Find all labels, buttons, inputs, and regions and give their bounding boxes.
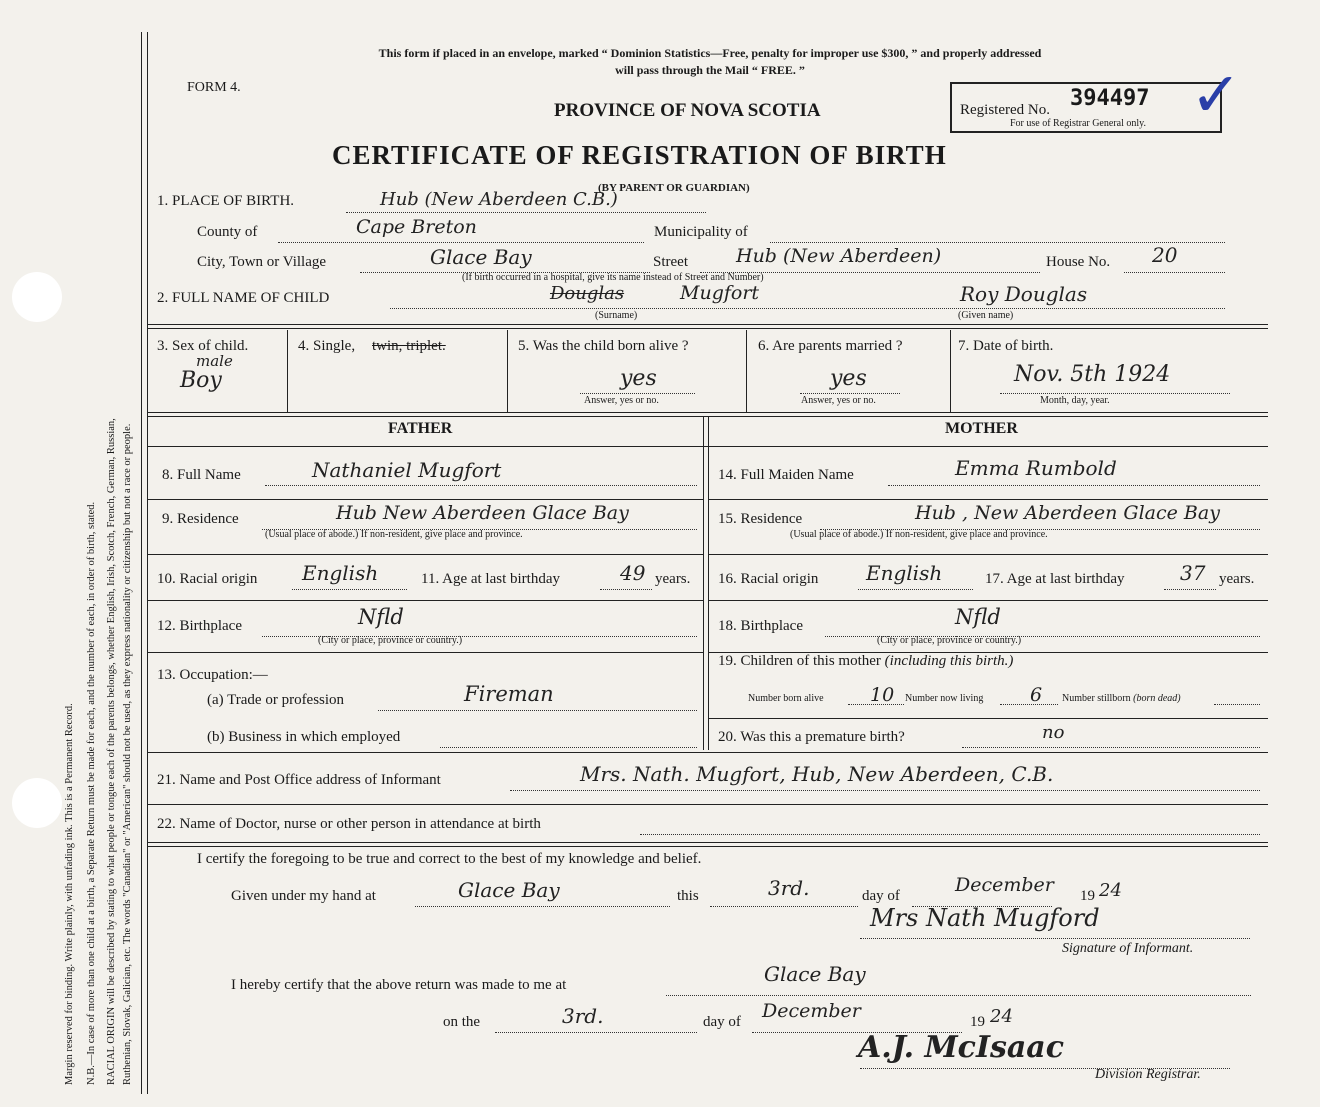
binding-hole-top: [12, 272, 62, 322]
sex-label: 3. Sex of child.: [157, 338, 249, 354]
reg-day-of-label: day of: [703, 1014, 741, 1030]
born-alive-count-value: 10: [870, 684, 895, 706]
registrar-certify-text: I hereby certify that the above return was made to me at: [231, 977, 567, 993]
mother-birthplace-label: 18. Birthplace: [718, 618, 803, 634]
trade-label: (a) Trade or profession: [207, 692, 345, 708]
place-of-birth-line: [346, 212, 706, 213]
born-alive-line: [580, 393, 695, 394]
county-value: Cape Breton: [356, 216, 477, 238]
given-day-line: [710, 906, 858, 907]
given-under-label: Given under my hand at: [231, 888, 376, 904]
certificate-title: CERTIFICATE OF REGISTRATION OF BIRTH: [332, 140, 947, 170]
reg-year-value: 24: [990, 1006, 1013, 1027]
margin-note-4: Ruthenian, Slovak, Galician, etc. The words "Canadian" or "American" should not be used, as they express nationality or citizenship but not a race or people.: [122, 423, 133, 1085]
stillborn-line: [1214, 704, 1260, 705]
rule-above-doctor: [148, 804, 1268, 805]
given-name-value: Roy Douglas: [960, 282, 1088, 306]
stillborn-label-note: (born dead): [1133, 693, 1181, 704]
father-rule-4: [148, 652, 703, 653]
given-place-value: Glace Bay: [458, 878, 560, 902]
children-label-note: (including this birth.): [884, 653, 1014, 669]
doctor-label: 22. Name of Doctor, nurse or other person in attendance at birth: [157, 816, 541, 832]
mother-racial-line: [858, 589, 973, 590]
father-residence-label: 9. Residence: [162, 511, 239, 527]
registrar-place-line: [666, 995, 1251, 996]
date-of-birth-note: Month, day, year.: [1040, 395, 1110, 406]
surname-value: Mugfort: [680, 282, 760, 304]
this-label: this: [677, 888, 699, 904]
father-residence-note: (Usual place of abode.) If non-resident, give place and province.: [265, 529, 523, 540]
doctor-line: [640, 834, 1260, 835]
now-living-line: [1000, 704, 1058, 705]
house-number-value: 20: [1152, 243, 1178, 267]
parents-married-line: [800, 393, 900, 394]
mother-heading: MOTHER: [945, 420, 1018, 437]
street-label: Street: [653, 254, 688, 270]
binding-hole-bottom: [12, 778, 62, 828]
father-age-line: [600, 589, 652, 590]
given-year-prefix: 19: [1080, 888, 1095, 904]
mother-name-line: [888, 485, 1260, 486]
now-living-value: 6: [1030, 684, 1043, 706]
postal-line-1: This form if placed in an envelope, marked “ Dominion Statistics—Free, penalty for improper use $300, ” and properly addressed: [378, 46, 1042, 60]
certificate-subtitle: (BY PARENT OR GUARDIAN): [598, 182, 750, 194]
stillborn-label: [1062, 693, 1181, 704]
surname-struck: Douglas: [550, 283, 625, 304]
house-number-line: [1124, 272, 1225, 273]
reg-month-value: December: [762, 1000, 861, 1022]
registrar-place-value: Glace Bay: [764, 962, 866, 986]
father-name-line: [265, 485, 697, 486]
children-label-main: 19. Children of this mother: [718, 653, 881, 669]
form-number: FORM 4.: [187, 80, 241, 95]
given-day-of-label: day of: [862, 888, 900, 904]
date-of-birth-line: [1000, 393, 1230, 394]
registered-label: Registered No.: [960, 102, 1050, 118]
row3-divider-2: [507, 330, 508, 412]
born-alive-note: Answer, yes or no.: [584, 395, 659, 406]
mother-racial-value: English: [866, 561, 943, 585]
sex-value-top: male: [196, 352, 233, 370]
stillborn-label-main: Number stillborn: [1062, 693, 1131, 704]
occupation-label: 13. Occupation:—: [157, 667, 268, 683]
father-rule-2: [148, 554, 703, 555]
now-living-label: Number now living: [905, 693, 984, 704]
parents-married-note: Answer, yes or no.: [801, 395, 876, 406]
father-racial-line: [292, 589, 407, 590]
mother-rule-3: [708, 600, 1268, 601]
place-of-birth-label: 1. PLACE OF BIRTH.: [157, 193, 295, 209]
county-label: County of: [197, 224, 258, 240]
informant-signature-label: Signature of Informant.: [1062, 941, 1194, 956]
father-name-value: Nathaniel Mugfort: [312, 458, 502, 482]
premature-value: no: [1042, 722, 1065, 743]
parents-married-value: yes: [830, 366, 867, 391]
surname-note: (Surname): [595, 310, 638, 321]
single-label: 4. Single,: [298, 338, 356, 354]
mother-name-label: 14. Full Maiden Name: [718, 467, 854, 483]
registered-number-box: [950, 82, 1222, 133]
mother-birthplace-note: (City or place, province or country.): [877, 635, 1022, 646]
postal-line-2: will pass through the Mail “ FREE. ”: [615, 63, 805, 77]
registrar-signature-label: Division Registrar.: [1095, 1067, 1201, 1082]
mother-years-label: years.: [1219, 571, 1255, 587]
mother-age-label: 17. Age at last birthday: [985, 571, 1125, 587]
county-line: [278, 242, 644, 243]
mother-birthplace-value: Nfld: [955, 605, 1001, 629]
parents-married-label: 6. Are parents married ?: [758, 338, 903, 354]
given-month-value: December: [955, 874, 1054, 896]
hospital-note: (If birth occurred in a hospital, give its name instead of Street and Number): [462, 272, 764, 283]
mother-age-value: 37: [1180, 561, 1206, 585]
reg-year-prefix: 19: [970, 1014, 985, 1030]
father-years-label: years.: [655, 571, 691, 587]
reg-day-line: [495, 1032, 697, 1033]
margin-border-inner: [147, 32, 148, 1094]
premature-line: [962, 747, 1260, 748]
checkmark-icon: ✓: [1190, 58, 1242, 131]
registrar-general-note: For use of Registrar General only.: [1010, 118, 1146, 129]
mother-rule-2: [708, 554, 1268, 555]
street-value: Hub (New Aberdeen): [736, 245, 942, 267]
mother-residence-note: (Usual place of abode.) If non-resident, give place and province.: [790, 529, 1048, 540]
father-name-label: 8. Full Name: [162, 467, 241, 483]
twin-triplet-struck: twin, triplet.: [372, 338, 446, 354]
father-racial-label: 10. Racial origin: [157, 571, 258, 587]
mother-rule-5: [708, 718, 1268, 719]
mother-age-line: [1164, 589, 1216, 590]
father-birthplace-note: (City or place, province or country.): [318, 635, 463, 646]
house-number-label: House No.: [1046, 254, 1111, 270]
mother-residence-label: 15. Residence: [718, 511, 803, 527]
father-residence-value: Hub New Aberdeen Glace Bay: [336, 502, 629, 524]
province-heading: PROVINCE OF NOVA SCOTIA: [554, 100, 821, 121]
informant-signature-line: [860, 938, 1250, 939]
row3-divider-4: [950, 330, 951, 412]
city-label: City, Town or Village: [197, 254, 327, 270]
place-of-birth-value: Hub (New Aberdeen C.B.): [380, 189, 618, 210]
margin-note-2: N.B.—In case of more than one child at a birth, a Separate Return must be made for each, and the number of each, in order of birth, stated.: [86, 501, 97, 1085]
mother-racial-label: 16. Racial origin: [718, 571, 819, 587]
date-of-birth-value: Nov. 5th 1924: [1014, 362, 1171, 387]
born-alive-value: yes: [620, 366, 657, 391]
registered-number: 394497: [1070, 86, 1150, 111]
rule-above-row3: [148, 324, 1268, 329]
business-label: (b) Business in which employed: [207, 729, 401, 745]
father-rule-1: [148, 499, 703, 500]
rule-below-headings: [148, 446, 1268, 447]
informant-line: [510, 790, 1260, 791]
mother-rule-1: [708, 499, 1268, 500]
given-place-line: [415, 906, 670, 907]
father-racial-value: English: [302, 561, 379, 585]
informant-label: 21. Name and Post Office address of Informant: [157, 772, 441, 788]
father-birthplace-label: 12. Birthplace: [157, 618, 242, 634]
margin-border-outer: [141, 32, 142, 1094]
municipality-label: Municipality of: [654, 224, 748, 240]
child-name-line: [390, 308, 1225, 309]
row3-divider-3: [746, 330, 747, 412]
mother-residence-value: Hub , New Aberdeen Glace Bay: [915, 502, 1220, 524]
informant-signature: Mrs Nath Mugford: [870, 904, 1100, 932]
father-birthplace-value: Nfld: [358, 605, 404, 629]
row3-divider-1: [287, 330, 288, 412]
on-the-label: on the: [443, 1014, 481, 1030]
child-name-label: 2. FULL NAME OF CHILD: [157, 290, 330, 306]
margin-note-1: Margin reserved for binding. Write plainly, with unfading ink. This is a Permanent Record.: [64, 703, 75, 1085]
margin-note-3: RACIAL ORIGIN will be described by stating to what people or tongue each of the parents belongs, whether English, Irish, Scotch, French, German, Russian,: [106, 418, 117, 1085]
born-alive-count-label: Number born alive: [748, 693, 824, 704]
postal-notice: [260, 45, 1160, 79]
parents-center-divider-b: [708, 416, 709, 750]
certify-text: I certify the foregoing to be true and correct to the best of my knowledge and belief.: [197, 851, 702, 867]
sex-value: Boy: [180, 368, 222, 393]
given-year-value: 24: [1099, 880, 1122, 901]
registrar-signature: A.J. McIsaac: [858, 1030, 1065, 1065]
father-rule-3: [148, 600, 703, 601]
date-of-birth-label: 7. Date of birth.: [958, 338, 1054, 354]
father-age-value: 49: [620, 561, 646, 585]
trade-value: Fireman: [464, 682, 554, 706]
rule-above-certification: [148, 842, 1268, 847]
rule-above-informant: [148, 752, 1268, 753]
given-name-note: (Given name): [958, 310, 1014, 321]
father-heading: FATHER: [388, 420, 453, 437]
children-label: [718, 653, 1013, 670]
born-alive-label: 5. Was the child born alive ?: [518, 338, 689, 354]
trade-line: [378, 710, 697, 711]
mother-name-value: Emma Rumbold: [955, 456, 1117, 480]
father-age-label: 11. Age at last birthday: [421, 571, 560, 587]
parents-center-divider-a: [703, 416, 704, 750]
given-day-value: 3rd.: [768, 876, 810, 900]
city-value: Glace Bay: [430, 245, 532, 269]
informant-value: Mrs. Nath. Mugfort, Hub, New Aberdeen, C.B.: [580, 762, 1054, 786]
premature-label: 20. Was this a premature birth?: [718, 729, 905, 745]
reg-day-value: 3rd.: [562, 1004, 604, 1028]
business-line: [440, 747, 697, 748]
